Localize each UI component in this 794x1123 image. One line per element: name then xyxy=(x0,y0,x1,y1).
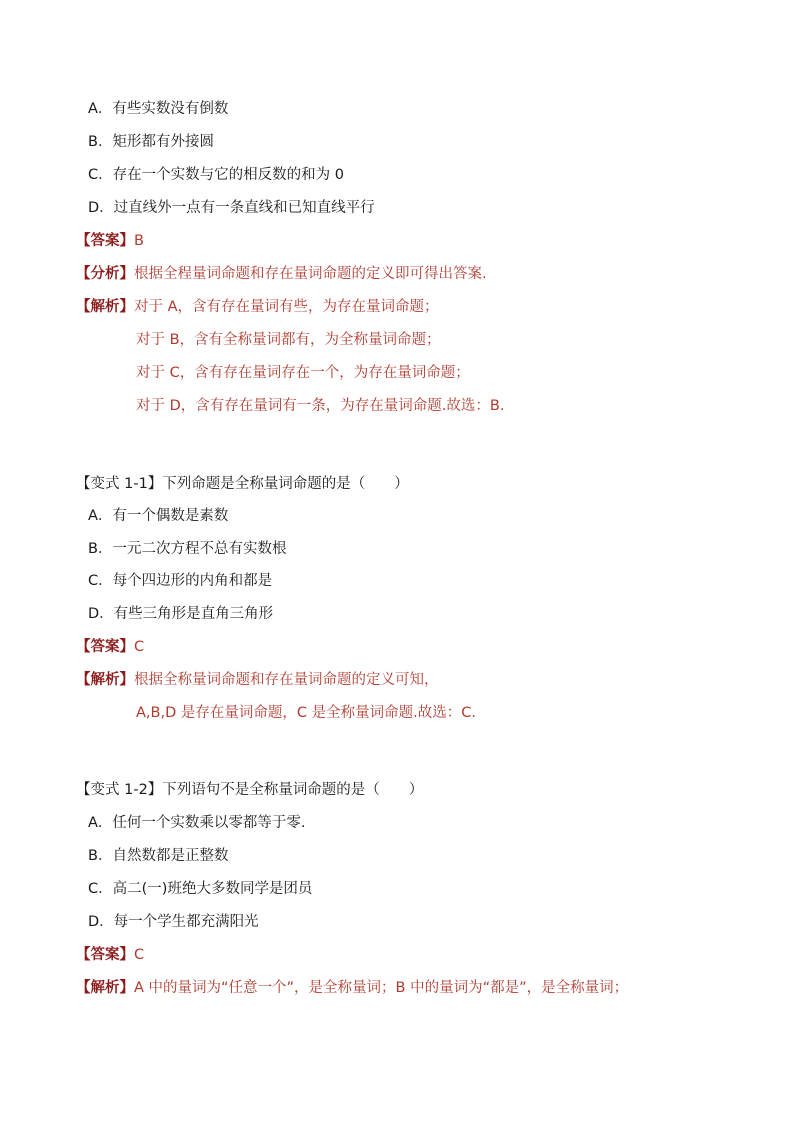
option-a: A．任何一个实数乘以零都等于零. xyxy=(88,815,306,831)
solution-label: 【解析】 xyxy=(76,980,134,996)
analysis-row xyxy=(76,264,487,284)
option-b: B．一元二次方程不总有实数根 xyxy=(88,541,287,557)
option-b: B．自然数都是正整数 xyxy=(88,848,229,864)
solution-line: 对于 D，含有存在量词有一条，为存在量词命题.故选：B. xyxy=(136,398,505,414)
answer-value: C xyxy=(134,639,145,655)
option-b: B．矩形都有外接圆 xyxy=(88,134,214,150)
solution-line: 根据全称量词命题和存在量词命题的定义可知， xyxy=(134,672,439,688)
option-d: D．每一个学生都充满阳光 xyxy=(88,914,259,930)
solution-line: A,B,D 是存在量词命题，C 是全称量词命题.故选：C. xyxy=(136,705,476,721)
option-c: C．每个四边形的内角和都是 xyxy=(88,573,273,589)
answer-label: 【答案】 xyxy=(76,947,134,963)
answer-value: C xyxy=(134,947,145,963)
solution-label: 【解析】 xyxy=(76,299,134,315)
question-heading: 【变式 1-1】下列命题是全称量词命题的是（ ） xyxy=(76,476,409,492)
solution-line: 对于 B，含有全称量词都有，为全称量词命题； xyxy=(136,332,441,348)
solution-label: 【解析】 xyxy=(76,672,134,688)
answer-row xyxy=(76,637,144,657)
solution-row xyxy=(76,297,439,317)
solution-line: 对于 A，含有存在量词有些，为存在量词命题； xyxy=(134,299,439,315)
solution-row xyxy=(76,978,628,998)
option-c: C．存在一个实数与它的相反数的和为 0 xyxy=(88,167,344,183)
option-a: A．有些实数没有倒数 xyxy=(88,101,229,117)
answer-label: 【答案】 xyxy=(76,233,134,249)
question-heading: 【变式 1-2】下列语句不是全称量词命题的是（ ） xyxy=(76,782,424,798)
analysis-text: 根据全程量词命题和存在量词命题的定义即可得出答案. xyxy=(134,266,487,282)
solution-row xyxy=(76,670,439,690)
option-c: C．高二(一)班绝大多数同学是团员 xyxy=(88,881,313,897)
option-d: D．有些三角形是直角三角形 xyxy=(88,606,274,622)
option-a: A．有一个偶数是素数 xyxy=(88,508,229,524)
answer-label: 【答案】 xyxy=(76,639,134,655)
answer-row xyxy=(76,945,144,965)
solution-line: A 中的量词为“任意一个”，是全称量词；B 中的量词为“都是”，是全称量词； xyxy=(134,980,629,996)
answer-row xyxy=(76,231,144,251)
analysis-label: 【分析】 xyxy=(76,266,134,282)
answer-value: B xyxy=(134,233,144,249)
option-d: D．过直线外一点有一条直线和已知直线平行 xyxy=(88,200,375,216)
solution-line: 对于 C，含有存在量词存在一个，为存在量词命题； xyxy=(136,365,470,381)
